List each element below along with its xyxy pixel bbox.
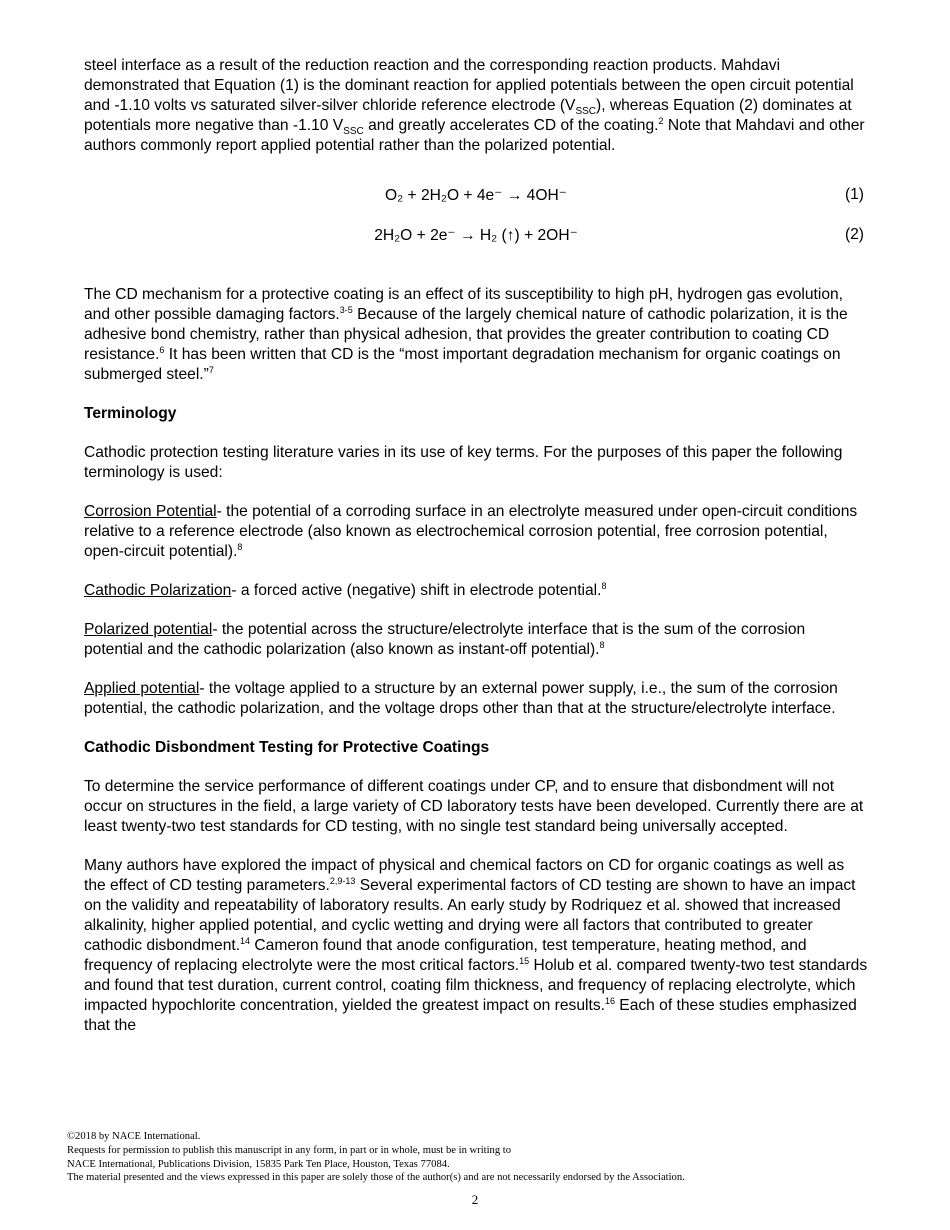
citation-ref: 6 xyxy=(159,344,165,355)
citation-ref: 16 xyxy=(604,995,615,1006)
equation-2-number: (2) xyxy=(844,226,864,243)
equation-2: 2H₂O + 2e⁻ → H₂ (↑) + 2OH⁻ xyxy=(374,227,578,244)
footer-copyright: ©2018 by NACE International. xyxy=(67,1131,201,1142)
testing-paragraph-2: Many authors have explored the impact of physical and chemical factors on CD for organic coatings as well as the effect of CD testing parameters.$^{2,9-13}$ Several experimental factors of CD testing are shown to have an impact on the validity and repeatability of laboratory results. An early study by Rodriquez et al. showed that increased alkalinity, higher applied potential, and cyclic wetting and drying were all factors that contributed to greater cathodic disbondment.$^{14}$ Cameron found that anode configuration, test temperature, heating method, and frequency of replacing electrolyte were the most critical factors.$^{15}$ Holub et al. compared twenty-two test standards and found that test duration, current control, coating film thickness, and frequency of replacing electrolyte, which impacted hypochlorite concentration, yielded the greatest impact on results.$^{16}$ Each of these studies emphasized that the xyxy=(84,857,868,1034)
term-applied-potential: Applied potential- the voltage applied to a structure by an external power supply, i.e., the sum of the corrosion potential, the cathodic polarization, and the voltage drops other than that at the structure/electrolyte interface. xyxy=(84,680,838,717)
footer-permission: Requests for permission to publish this manuscript in any form, in part or in whole, must be in writing to xyxy=(67,1144,512,1156)
term-polarized-potential: Polarized potential- the potential across the structure/electrolyte interface that is the sum of the corrosion potential and the cathodic polarization (also known as instant-off potential).$^8$ xyxy=(84,621,806,658)
equation-1-number: (1) xyxy=(844,186,864,203)
page-body xyxy=(84,56,868,1036)
citation-ref: 2 xyxy=(658,115,664,126)
citation-ref: 15 xyxy=(519,955,530,966)
testing-paragraph-1: To determine the service performance of different coatings under CP, and to ensure that disbondment will not occur on structures in the field, a large variety of CD laboratory tests have been developed. Currently there are at least twenty-two test standards for CD testing, with no single test standard being universally accepted. xyxy=(84,778,864,835)
citation-ref: 14 xyxy=(240,935,251,946)
term-corrosion-potential: Corrosion Potential- the potential of a corroding surface in an electrolyte measured under open-circuit conditions relative to a reference electrode (also known as electrochemical corrosion potential, free corrosion potential, open-circuit potential).$^8$ xyxy=(84,503,858,560)
page-number: 2 xyxy=(471,1192,479,1207)
citation-ref: 8 xyxy=(599,639,605,650)
mechanism-paragraph: The CD mechanism for a protective coating is an effect of its susceptibility to high pH, hydrogen gas evolution, and other possible damaging factors.$^{3-5}$ Because of the largely chemical nature of cathodic polarization, it is the adhesive bond chemistry, rather than physical adhesion, that provides the greater contribution to coating CD resistance.$^6$ It has been written that CD is the “most important degradation mechanism for organic coatings on submerged steel.”$^7$ xyxy=(84,286,848,383)
intro-paragraph: steel interface as a result of the reduction reaction and the corresponding reaction products. Mahdavi demonstrated that Equation (1) is the dominant reaction for applied potentials between the open circuit potential and -1.10 volts vs saturated silver-silver chloride reference electrode $(V_{SSC})$, whereas Equation (2) dominates at potentials more negative than -1.10 $V_{SSC}$ and greatly accelerates CD of the coating.$^2$ Note that Mahdavi and other authors commonly report applied potential rather than the polarized potential. xyxy=(84,57,865,154)
copyright-footer xyxy=(67,1130,887,1185)
citation-ref: 8 xyxy=(237,541,243,552)
terminology-intro: Cathodic protection testing literature varies in its use of key terms. For the purposes of this paper the following terminology is used: xyxy=(84,444,843,481)
term-cathodic-polarization: Cathodic Polarization- a forced active (negative) shift in electrode potential.$^8$ xyxy=(84,580,607,599)
citation-ref: 7 xyxy=(208,364,214,375)
citation-ref: 3-5 xyxy=(339,304,353,315)
terminology-heading: Terminology xyxy=(84,405,177,422)
equation-1: O₂ + 2H₂O + 4e⁻ → 4OH⁻ xyxy=(385,187,567,204)
citation-ref: 2,9-13 xyxy=(329,875,356,886)
citation-ref: 8 xyxy=(601,580,607,591)
footer-disclaimer: The material presented and the views expressed in this paper are solely those of the author(s) and are not necessarily endorsed by the Association. xyxy=(67,1172,685,1184)
testing-heading: Cathodic Disbondment Testing for Protective Coatings xyxy=(84,739,490,756)
footer-address: NACE International, Publications Division, 15835 Park Ten Place, Houston, Texas 77084. xyxy=(67,1158,450,1170)
equation-block xyxy=(84,186,868,266)
